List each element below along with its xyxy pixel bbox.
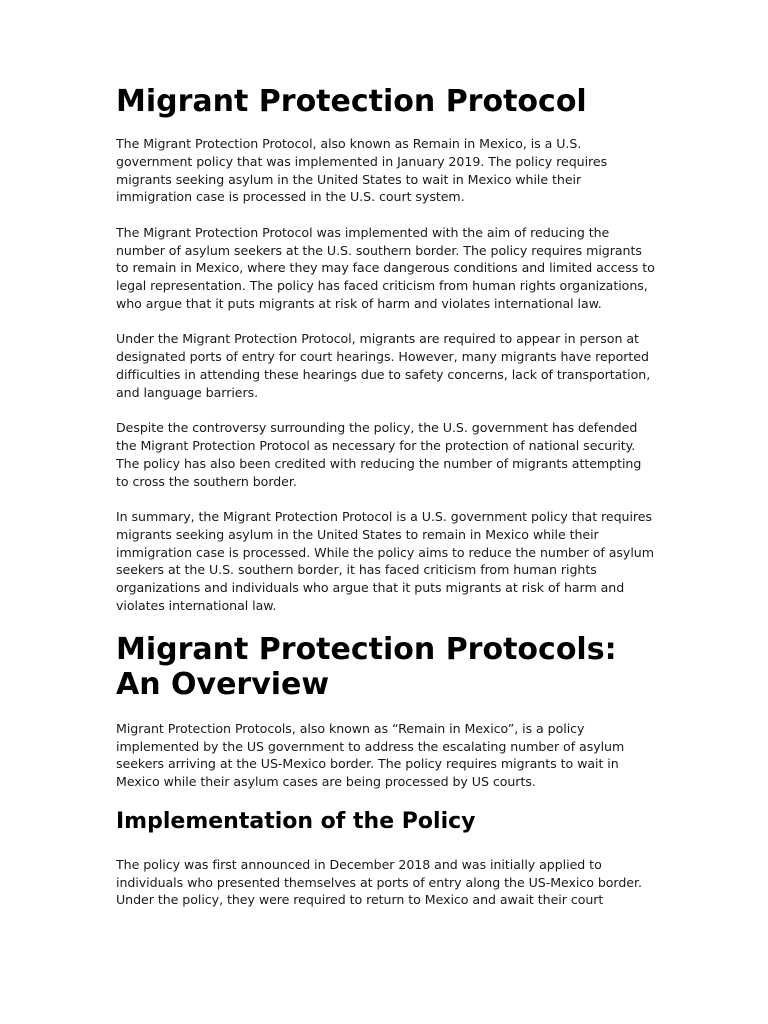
document-title: Migrant Protection Protocol [116, 84, 587, 119]
document-page [116, 84, 656, 927]
implementation-paragraph: The policy was first announced in December 2018 and was initially applied to individuals who presented themselves at ports of entry along the US-Mexico border. Under the policy, they were required to return to Mexico and await their court [116, 856, 642, 908]
paragraph-summary: In summary, the Migrant Protection Protocol is a U.S. government policy that requires migrants seeking asylum in the United States to remain in Mexico while their immigration case is processed. While the policy aims to reduce the number of asylum seekers at the U.S. southern border, it has faced criticism from human rights organizations and individuals who argue that it puts migrants at risk of harm and violates international law. [116, 508, 654, 613]
implementation-heading: Implementation of the Policy [116, 808, 476, 834]
paragraph-aim: The Migrant Protection Protocol was implemented with the aim of reducing the number of asylum seekers at the U.S. southern border. The policy requires migrants to remain in Mexico, where they may face dangerous conditions and limited access to legal representation. The policy has faced criticism from human rights organizations, who argue that it puts migrants at risk of harm and violates international law. [116, 224, 655, 311]
paragraph-defense: Despite the controversy surrounding the policy, the U.S. government has defended the Migrant Protection Protocol as necessary for the protection of national security. The policy has also been credited with reducing the number of migrants attempting to cross the southern border. [116, 420, 642, 489]
overview-paragraph: Migrant Protection Protocols, also known as “Remain in Mexico”, is a policy implemented by the US government to address the escalating number of asylum seekers arriving at the US-Mexico border. The policy requires migrants to wait in Mexico while their asylum cases are being processed by US courts. [116, 720, 625, 790]
overview-title: Migrant Protection Protocols: An Overview [116, 631, 617, 702]
paragraph-hearings: Under the Migrant Protection Protocol, migrants are required to appear in person at designated ports of entry for court hearings. However, many migrants have reported difficulties in attending these hearings due to safety concerns, lack of transportation, and language barriers. [116, 331, 651, 400]
paragraph-intro: The Migrant Protection Protocol, also known as Remain in Mexico, is a U.S. government policy that was implemented in January 2019. The policy requires migrants seeking asylum in the United States to wait in Mexico while their immigration case is processed in the U.S. court system. [116, 136, 608, 205]
